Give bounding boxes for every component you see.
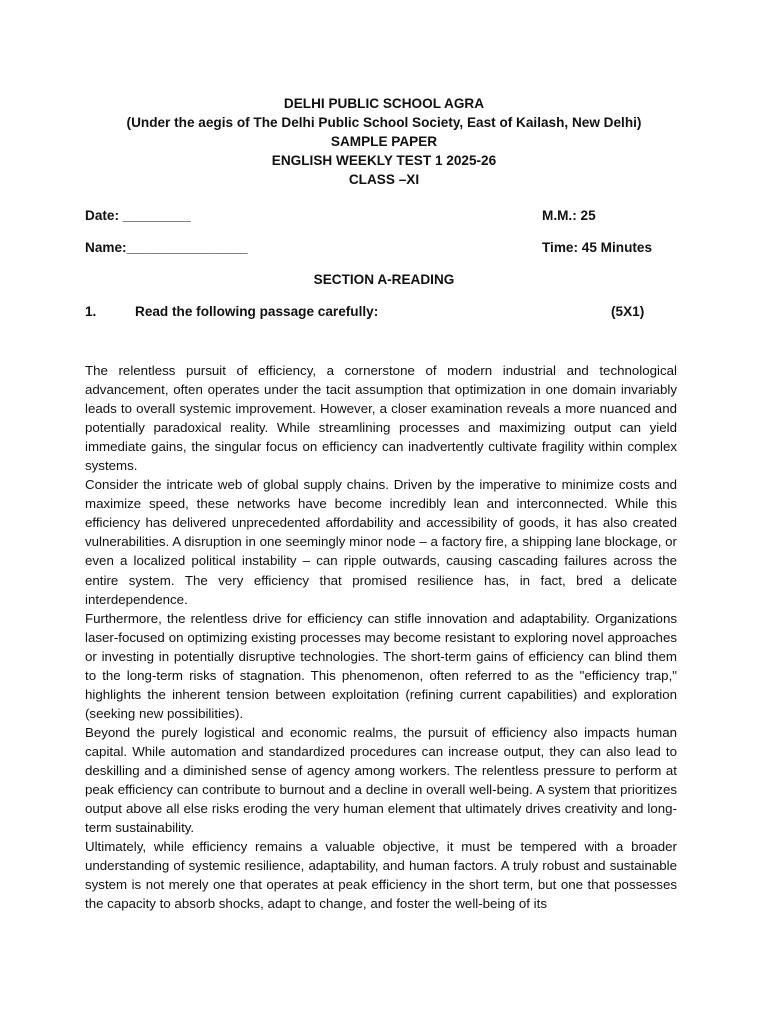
school-name: DELHI PUBLIC SCHOOL AGRA bbox=[283, 96, 485, 111]
section-title: SECTION A-READING bbox=[313, 272, 455, 287]
passage-paragraph: The relentless pursuit of efficiency, a cornerstone of modern industrial and technological advancement, often operates under the tacit assumption that optimization in one domain invariably leads to overall systemic improvement. However, a closer examination reveals a more nuanced and potentially paradoxical reality. While streamlining processes and maximizing output can yield immediate gains, the singular focus on efficiency can inadvertently cultivate fragility within complex systems. bbox=[85, 363, 677, 474]
max-marks: M.M.: 25 bbox=[542, 208, 596, 223]
time-allowed: Time: 45 Minutes bbox=[542, 240, 653, 255]
paper-header bbox=[0, 94, 768, 189]
reading-passage bbox=[85, 361, 677, 913]
name-field: Name:________________ bbox=[85, 240, 248, 255]
question-marks: (5X1) bbox=[611, 304, 645, 319]
date-field: Date: _________ bbox=[85, 208, 191, 223]
passage-paragraph: Beyond the purely logistical and economic realms, the pursuit of efficiency also impacts human capital. While automation and standardized procedures can increase output, they can also lead to deskilling and a diminished sense of agency among workers. The relentless pressure to perform at peak efficiency can contribute to burnout and a decline in overall well-being. A system that prioritizes output above all else risks eroding the very human element that ultimately drives creativity and long-term sustainability. bbox=[85, 724, 677, 836]
question-number: 1. bbox=[85, 304, 97, 319]
question-instruction: Read the following passage carefully: bbox=[135, 304, 379, 319]
passage-paragraph: Ultimately, while efficiency remains a valuable objective, it must be tempered with a broader understanding of systemic resilience, adaptability, and human factors. A truly robust and sustainable system is not merely one that operates at peak efficiency in the short term, but one that possesses the capacity to absorb shocks, adapt to change, and foster the well-being of its bbox=[85, 839, 677, 912]
class-line: CLASS –XI bbox=[348, 172, 420, 187]
paper-type: SAMPLE PAPER bbox=[330, 134, 438, 149]
test-name: ENGLISH WEEKLY TEST 1 2025-26 bbox=[271, 153, 497, 168]
passage-paragraph: Furthermore, the relentless drive for efficiency can stifle innovation and adaptability. Organizations laser-focused on optimizing existing processes may become resistant to exploring novel approaches or investing in potentially disruptive technologies. The short-term gains of efficiency can blind them to the long-term risks of stagnation. This phenomenon, often referred to as the "efficiency trap," highlights the inherent tension between exploitation (refining current capabilities) and exploration (seeking new possibilities). bbox=[85, 610, 677, 721]
passage-paragraph: Consider the intricate web of global supply chains. Driven by the imperative to minimize costs and maximize speed, these networks have become incredibly lean and interconnected. While this efficiency has delivered unprecedented affordability and accessibility of goods, it has also created vulnerabilities. A disruption in one seemingly minor node – a factory fire, a shipping lane blockage, or even a localized political instability – can ripple outwards, causing cascading failures across the entire system. The very efficiency that promised resilience has, in fact, bred a delicate interdependence. bbox=[85, 477, 677, 607]
aegis-line: (Under the aegis of The Delhi Public School Society, East of Kailash, New Delhi) bbox=[126, 115, 642, 130]
